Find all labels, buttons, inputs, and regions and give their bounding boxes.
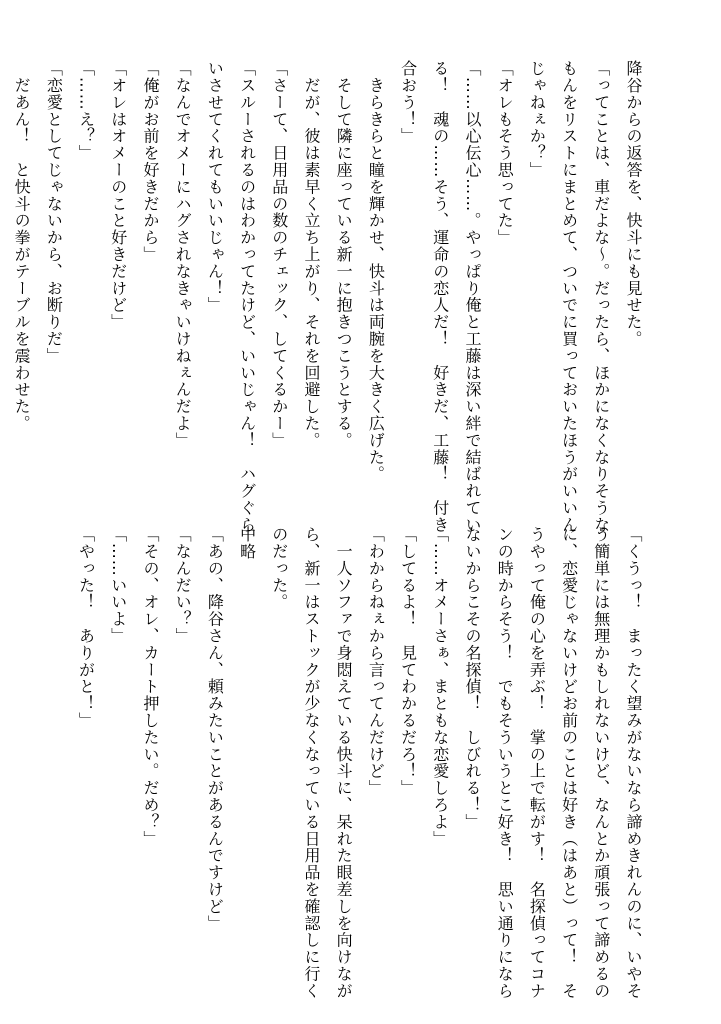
text-line: 「恋愛としてじゃないから、お断りだ」	[44, 60, 64, 365]
text-line: 「さーて、日用品の数のチェック、してくるかー」	[269, 60, 289, 449]
text-line: 「……以心伝心……。やっぱり俺と工藤は深い絆で結ばれてい	[462, 60, 482, 534]
text-line: 「あの、降谷さん、頼みたいことがあるんですけど」	[205, 526, 225, 932]
text-line: 「その、オレ、カート押したい。だめ？」	[140, 526, 160, 848]
text-line: ンの時からそう！ でもそういうとこ好き！ 思い通りになら	[495, 526, 515, 1000]
text-line: だあん！ と快斗の拳がテーブルを震わせた。	[12, 60, 32, 432]
text-line: 「オレはオメーのこと好きだけど」	[108, 60, 128, 331]
text-line: 一人ソファで身悶えている快斗に、呆れた眼差しを向けなが	[334, 526, 354, 1000]
text-line: 「スルーされるのはわかってたけど、いいじゃん！ ハグぐら	[237, 60, 257, 534]
text-line: る！ 魂の……そう、運命の恋人だ！ 好きだ、工藤！ 付き	[430, 60, 450, 534]
text-line: もんをリストにまとめて、ついでに買っておいたほうがいいん	[559, 60, 579, 534]
text-line: ら、新一はストックが少なくなっている日用品を確認しに行く	[301, 526, 321, 1000]
text-line: 「くうっ！ まったく望みがないなら諦めきれんのに、いやそ	[624, 526, 643, 1000]
lower-text-block	[69, 526, 649, 1000]
text-line: いさせてくれてもいいじゃん！」	[205, 60, 225, 314]
text-line: 「……いいよ」	[108, 526, 128, 645]
text-line: じゃねぇか？」	[527, 60, 547, 179]
text-line: うやって俺の心を弄ぶ！ 掌の上で転がす！ 名探偵ってコナ	[527, 526, 547, 1000]
text-line: 「俺がお前を好きだから」	[140, 60, 160, 263]
text-line: 「わからねぇから言ってんだけど」	[366, 526, 386, 797]
text-line: 「してるよ！ 見てわかるだろ！」	[398, 526, 418, 797]
text-line: 「やった！ ありがと！」	[76, 526, 96, 729]
text-line: 「なんでオメーにハグされなきゃいけねぇんだよ」	[173, 60, 193, 449]
text-line: ないからこその名探偵！ しびれる！」	[462, 526, 482, 831]
text-line: 「オレもそう思ってた」	[495, 60, 515, 246]
upper-text-block	[5, 60, 649, 534]
text-line: のだった。	[269, 526, 289, 611]
text-line: 「ってことは、車だよな～。だったら、ほかになくなりそうな	[591, 60, 611, 534]
text-line: 「……オメーさぁ、まともな恋愛しろよ」	[430, 526, 450, 848]
text-line: そして隣に座っている新一に抱きつこうとする。	[334, 60, 354, 449]
text-line: 降谷からの返答を、快斗にも見せた。	[624, 60, 643, 348]
text-line: 合おう！」	[398, 60, 418, 145]
text-line: 「なんだい？」	[173, 526, 193, 645]
text-line: だが、彼は素早く立ち上がり、それを回避した。	[301, 60, 321, 449]
text-line: きらきらと瞳を輝かせ、快斗は両腕を大きく広げた。	[366, 60, 386, 483]
text-line: 「……え？」	[76, 60, 96, 162]
text-line: 中略	[237, 526, 257, 560]
text-line: に、恋愛じゃないけどお前のことは好き（はあと）って！ そ	[559, 526, 579, 1000]
text-line: う簡単には無理かもしれないけど、なんとか頑張って諦めるの	[591, 526, 611, 1000]
